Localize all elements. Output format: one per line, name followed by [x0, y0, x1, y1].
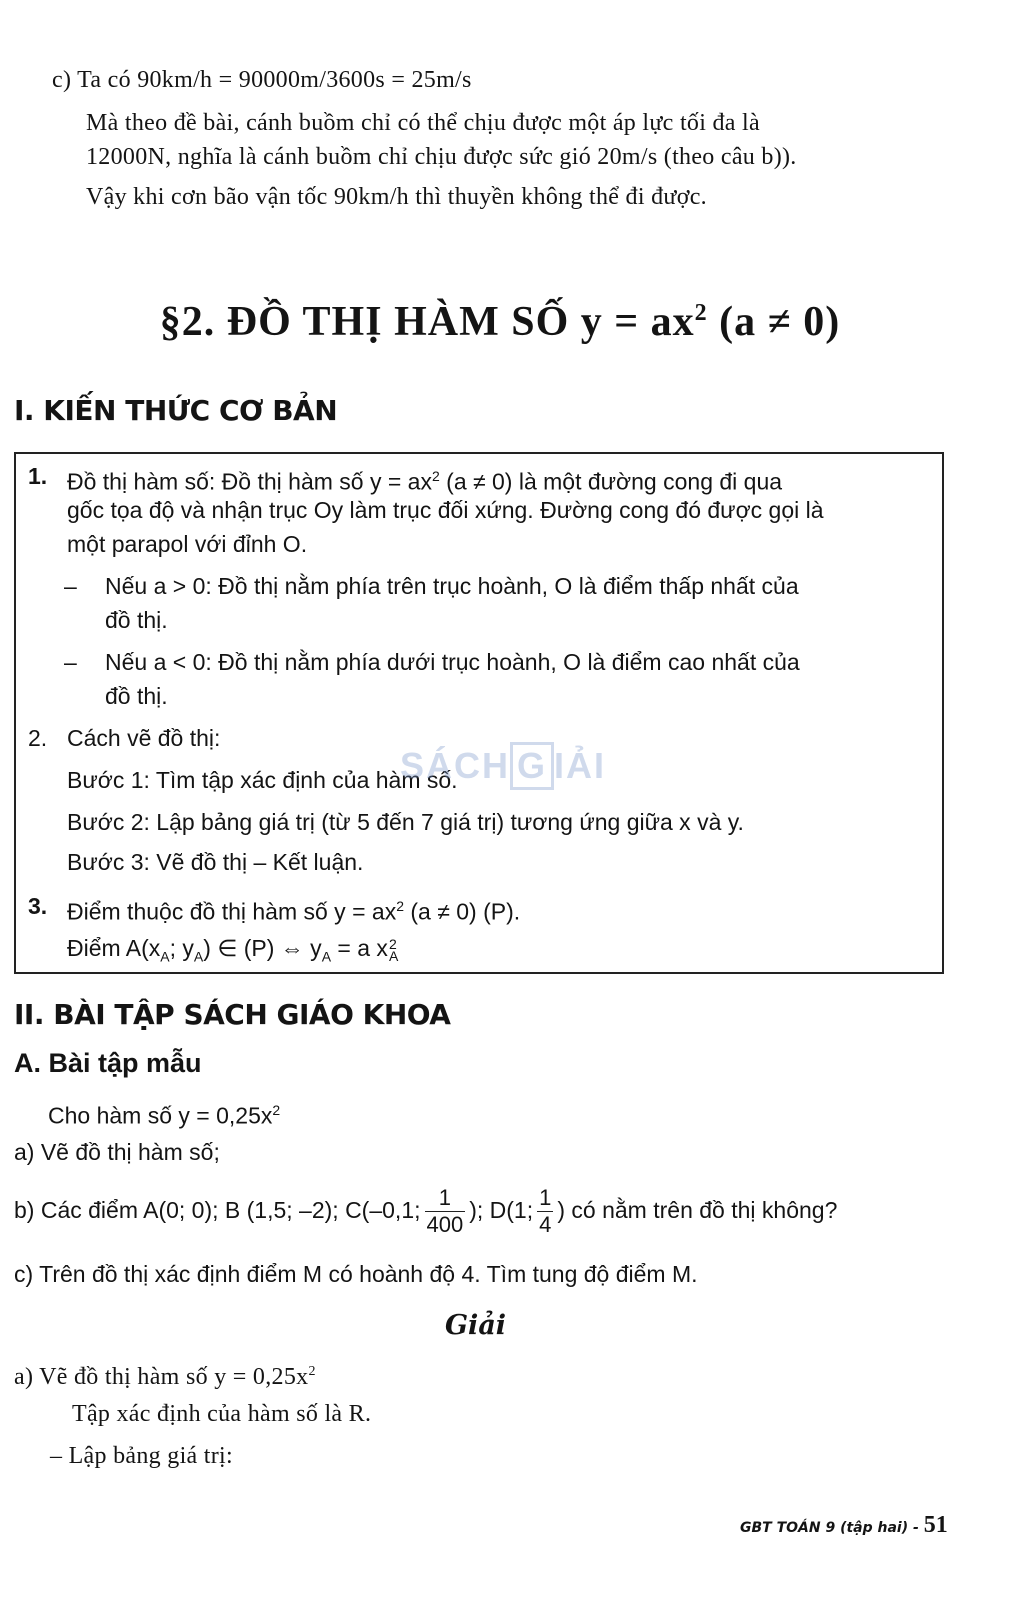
- item-number: 1.: [28, 463, 48, 489]
- title-main: §2. ĐỒ THỊ HÀM SỐ: [159, 299, 570, 345]
- solution-heading: Giải: [445, 1310, 507, 1341]
- page-title: [0, 298, 1000, 346]
- text-line: Bước 3: Vẽ đồ thị – Kết luận.: [67, 849, 364, 875]
- text-line: gốc tọa độ và nhận trục Oy làm trục đối xứng. Đường cong đó được gọi là: [67, 497, 824, 523]
- watermark-logo: SÁCH G IẢI: [400, 742, 606, 790]
- bullet-dash: –: [64, 573, 77, 599]
- item-number: 2.: [28, 725, 48, 751]
- title-function: y = ax: [580, 299, 695, 345]
- subsection-heading: A. Bài tập mẫu: [14, 1048, 202, 1078]
- section-heading: I. KIẾN THỨC CƠ BẢN: [14, 394, 338, 427]
- text-line: một parapol với đỉnh O.: [67, 531, 308, 557]
- text-line: a) Vẽ đồ thị hàm số $y = 0,25x^2$: [14, 1364, 316, 1390]
- text-line: Mà theo đề bài, cánh buồm chỉ có thể chịu được một áp lực tối đa là: [86, 110, 760, 136]
- text-line: Cách vẽ đồ thị:: [67, 725, 221, 751]
- title-exponent: 2: [694, 300, 708, 326]
- text-line: Bước 1: Tìm tập xác định của hàm số.: [67, 767, 458, 793]
- text-line: Tập xác định của hàm số là R.: [72, 1401, 372, 1427]
- page-footer: [740, 1512, 948, 1539]
- text-line: c) Ta có 90km/h = 90000m/3600s = 25m/s: [52, 67, 472, 93]
- text-line: đồ thị.: [105, 607, 168, 633]
- text-line: b) Các điểm A(0; 0); B (1,5; –2); C(–0,1; $\frac{1}{400}$ ); D(1; $\frac{1}{4}$ ) có nằm trên đồ thị không?: [14, 1185, 838, 1238]
- text-line: Cho hàm số $y = 0,25x^2$: [48, 1102, 281, 1129]
- text-line: Điểm thuộc đồ thị hàm số $y = ax^2$ (a ≠ 0) (P).: [67, 898, 521, 925]
- text-line: – Lập bảng giá trị:: [50, 1443, 233, 1469]
- item-number: 3.: [28, 893, 48, 919]
- text-line: a) Vẽ đồ thị hàm số;: [14, 1139, 220, 1165]
- bullet-dash: –: [64, 649, 77, 675]
- page-number: 51: [923, 1512, 948, 1538]
- text-line: c) Trên đồ thị xác định điểm M có hoành độ 4. Tìm tung độ điểm M.: [14, 1261, 698, 1287]
- text-line: Đồ thị hàm số: Đồ thị hàm số $y = ax^2$ (a ≠ 0) là một đường cong đi qua: [67, 468, 783, 495]
- formula-line: Điểm $A(x_A$; $y_A$) ∈ (P) ⇔ $y_A = a$ x 2 A: [67, 935, 399, 965]
- text-line: Nếu a < 0: Đồ thị nằm phía dưới trục hoành, O là điểm cao nhất của: [105, 649, 800, 675]
- title-condition: (a ≠ 0): [719, 299, 841, 345]
- text-line: Bước 2: Lập bảng giá trị (từ 5 đến 7 giá trị) tương ứng giữa x và y.: [67, 809, 744, 835]
- fraction: $\frac{1}{400}$: [426, 1185, 464, 1238]
- book-title: GBT TOÁN 9 (tập hai) -: [740, 1520, 919, 1536]
- text-line: Vậy khi cơn bão vận tốc 90km/h thì thuyền không thể đi được.: [86, 184, 707, 210]
- fraction: $\frac{1}{4}$: [539, 1185, 552, 1238]
- text-line: 12000N, nghĩa là cánh buồm chỉ chịu được sức gió 20m/s (theo câu b)).: [86, 144, 797, 170]
- section-heading: II. BÀI TẬP SÁCH GIÁO KHOA: [14, 998, 451, 1031]
- text-line: Nếu a > 0: Đồ thị nằm phía trên trục hoành, O là điểm thấp nhất của: [105, 573, 799, 599]
- text-line: đồ thị.: [105, 683, 168, 709]
